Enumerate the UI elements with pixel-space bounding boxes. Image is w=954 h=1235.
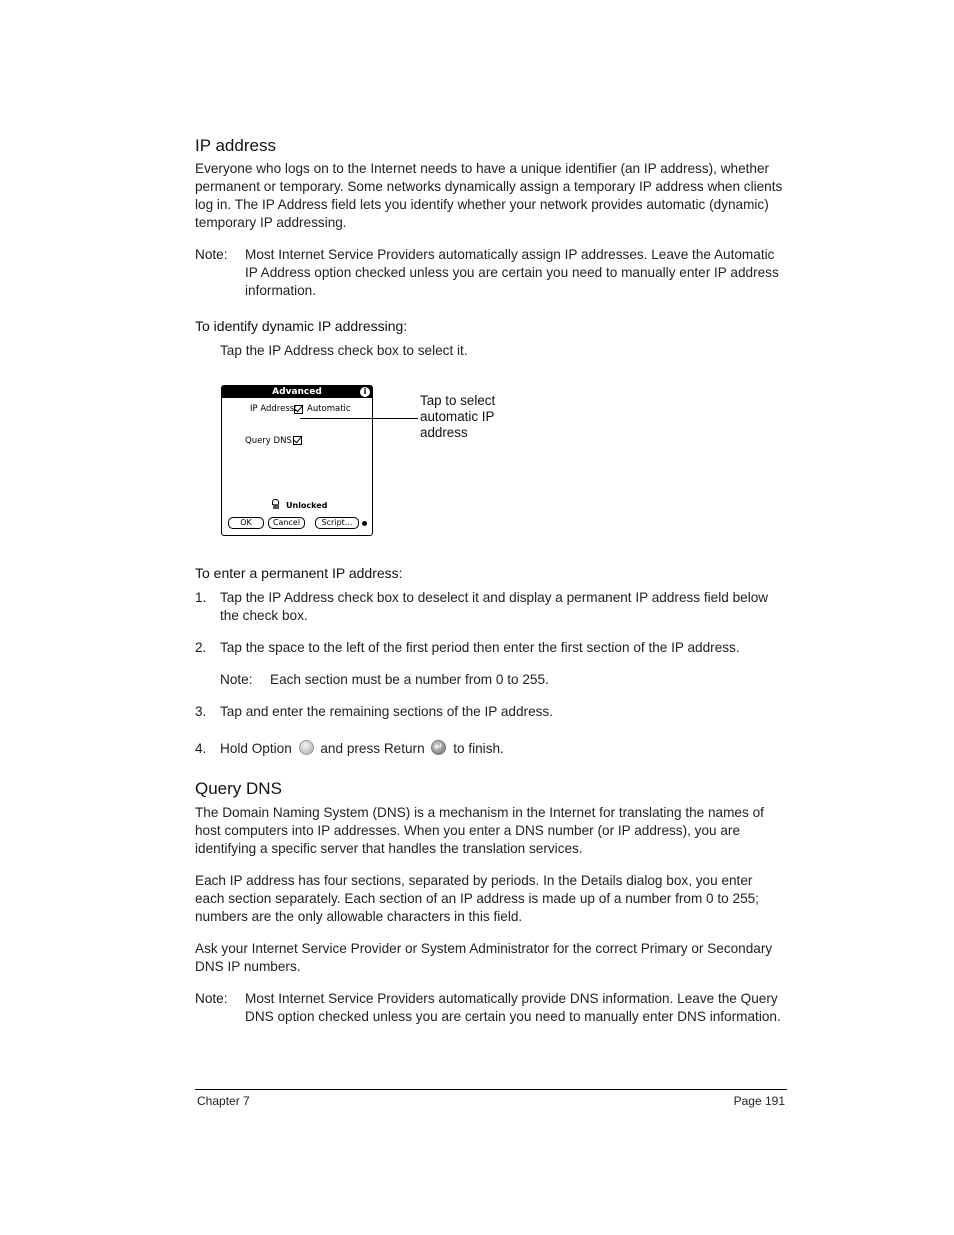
step-text-part: and press Return <box>320 741 425 756</box>
unlocked-status: Unlocked <box>286 501 328 510</box>
step-text: Tap and enter the remaining sections of the IP address. <box>220 704 553 719</box>
info-icon[interactable]: i <box>360 387 370 397</box>
ok-button[interactable]: OK <box>228 517 264 529</box>
step-text-part: Hold Option <box>220 741 292 756</box>
lock-icon <box>272 499 280 509</box>
ip-address-checkbox[interactable] <box>294 405 303 414</box>
note-label: Note: <box>195 991 228 1006</box>
query-dns-checkbox[interactable] <box>293 436 302 445</box>
note-text: Each section must be a number from 0 to 255. <box>270 672 549 687</box>
note-text: Most Internet Service Providers automatically provide DNS information. Leave the Query DNS option checked unless you are certain you need to manually enter DNS information. <box>245 991 781 1024</box>
cancel-button[interactable]: Cancel <box>268 517 305 529</box>
step-number: 1. <box>195 590 207 605</box>
dns-paragraph: Ask your Internet Service Provider or System Administrator for the correct Primary or Secondary DNS IP numbers. <box>195 941 773 974</box>
ip-address-label: IP Address: <box>250 404 298 414</box>
return-key-icon <box>431 740 446 755</box>
step-text: Tap the IP Address check box to deselect it and display a permanent IP address field below the check box. <box>220 590 769 623</box>
heading-query-dns: Query DNS <box>195 779 282 798</box>
note-label: Note: <box>195 247 228 262</box>
option-key-icon <box>299 740 314 755</box>
step-number: 3. <box>195 704 207 719</box>
footer-chapter: Chapter 7 <box>197 1094 250 1108</box>
dns-paragraph: Each IP address has four sections, separated by periods. In the Details dialog box, you enter each section separately. Each section of an IP address is made up of a number from 0 to 255; numbers are the only allowable characters in this field. <box>195 873 759 924</box>
advanced-dialog <box>221 385 373 536</box>
dynamic-step: Tap the IP Address check box to select it. <box>220 343 468 358</box>
heading-ip-address: IP address <box>195 136 276 155</box>
step-number: 2. <box>195 640 207 655</box>
note-label: Note: <box>220 672 253 687</box>
ip-address-paragraph: Everyone who logs on to the Internet needs to have a unique identifier (an IP address), whether permanent or temporary. Some networks dynamically assign a temporary IP address when clients log in. The IP Address field lets you identify whether your network provides automatic (dynamic) temporary IP addressing. <box>195 161 783 230</box>
graffiti-indicator-icon <box>362 521 367 526</box>
automatic-label: Automatic <box>307 404 351 414</box>
subheading-permanent-ip: To enter a permanent IP address: <box>195 565 403 581</box>
query-dns-label: Query DNS: <box>245 436 295 446</box>
step-text: Tap the space to the left of the first period then enter the first section of the IP address. <box>220 640 740 655</box>
step-text <box>220 740 785 758</box>
script-button[interactable]: Script... <box>315 517 359 529</box>
callout-text: Tap to select automatic IP address <box>420 393 496 440</box>
step-number: 4. <box>195 741 207 756</box>
subheading-dynamic-ip: To identify dynamic IP addressing: <box>195 318 408 334</box>
step-text-part: to finish. <box>453 741 504 756</box>
note-text: Most Internet Service Providers automatically assign IP addresses. Leave the Automatic IP Address option checked unless you are certain you need to manually enter IP address information. <box>245 247 779 298</box>
footer-page-number: Page 191 <box>733 1094 785 1108</box>
dns-paragraph: The Domain Naming System (DNS) is a mechanism in the Internet for translating the names of host computers into IP addresses. When you enter a DNS number (or IP address), you are identifying a specific server that handles the translation services. <box>195 805 764 856</box>
footer-rule <box>195 1089 787 1090</box>
callout-leader <box>300 418 418 419</box>
dialog-title: Advanced <box>222 386 372 398</box>
